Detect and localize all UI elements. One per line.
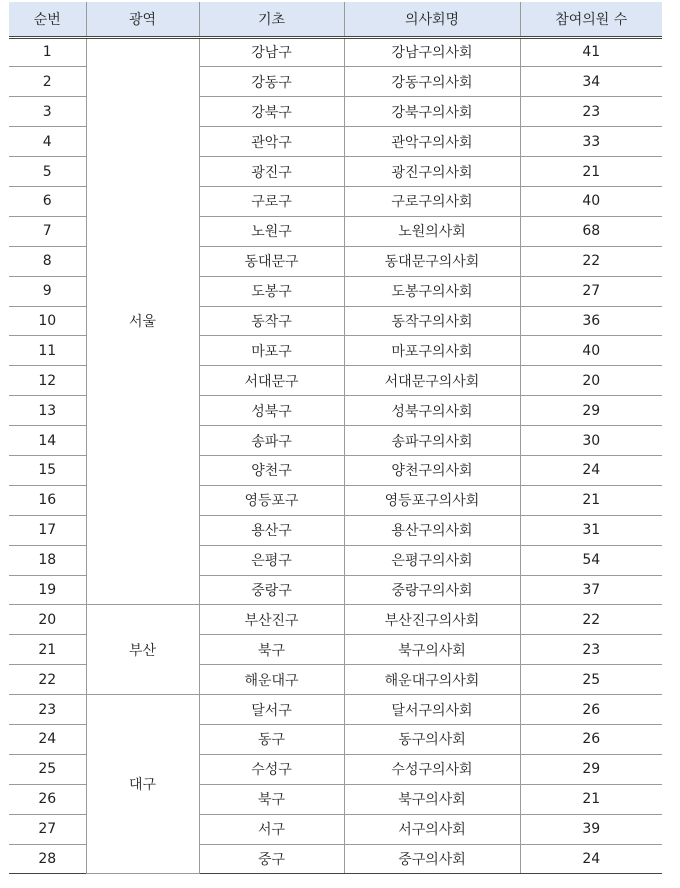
participant-count: 22 [520,605,662,635]
association-cell: 부산진구의사회 [344,605,520,635]
participant-count: 23 [520,635,662,665]
row-number: 9 [9,276,86,306]
association-cell: 송파구의사회 [344,426,520,456]
participant-count: 23 [520,97,662,127]
header-district: 기초 [199,2,344,37]
district-cell: 동구 [199,724,344,754]
district-cell: 달서구 [199,695,344,725]
row-number: 22 [9,665,86,695]
row-number: 4 [9,127,86,157]
participant-count: 40 [520,336,662,366]
participant-count: 39 [520,814,662,844]
row-number: 14 [9,426,86,456]
district-cell: 마포구 [199,336,344,366]
association-cell: 양천구의사회 [344,455,520,485]
row-number: 23 [9,695,86,725]
participant-count: 33 [520,127,662,157]
district-cell: 강동구 [199,67,344,97]
participant-count: 29 [520,754,662,784]
participant-count: 34 [520,67,662,97]
region-cell: 서울 [86,37,199,605]
district-cell: 북구 [199,784,344,814]
association-cell: 강남구의사회 [344,37,520,67]
clinic-participation-table [9,2,662,874]
region-cell: 부산 [86,605,199,695]
association-cell: 영등포구의사회 [344,485,520,515]
district-cell: 영등포구 [199,485,344,515]
district-cell: 동작구 [199,306,344,336]
association-cell: 강동구의사회 [344,67,520,97]
participant-count: 36 [520,306,662,336]
participant-count: 29 [520,396,662,426]
association-cell: 중구의사회 [344,844,520,874]
participant-count: 31 [520,515,662,545]
district-cell: 중구 [199,844,344,874]
table-body [9,37,662,874]
district-cell: 도봉구 [199,276,344,306]
association-cell: 구로구의사회 [344,186,520,216]
row-number: 16 [9,485,86,515]
row-number: 1 [9,37,86,67]
header-participants: 참여의원 수 [520,2,662,37]
association-cell: 달서구의사회 [344,695,520,725]
district-cell: 부산진구 [199,605,344,635]
row-number: 13 [9,396,86,426]
district-cell: 강북구 [199,97,344,127]
region-cell: 대구 [86,695,199,874]
participant-count: 27 [520,276,662,306]
row-number: 17 [9,515,86,545]
participant-count: 30 [520,426,662,456]
table-row [9,605,662,635]
district-cell: 수성구 [199,754,344,784]
association-cell: 성북구의사회 [344,396,520,426]
district-cell: 노원구 [199,216,344,246]
row-number: 25 [9,754,86,784]
row-number: 3 [9,97,86,127]
row-number: 2 [9,67,86,97]
row-number: 19 [9,575,86,605]
participant-count: 25 [520,665,662,695]
district-cell: 구로구 [199,186,344,216]
association-cell: 북구의사회 [344,635,520,665]
table-header-row [9,2,662,37]
district-cell: 은평구 [199,545,344,575]
row-number: 20 [9,605,86,635]
participant-count: 21 [520,157,662,187]
district-cell: 서대문구 [199,366,344,396]
header-association: 의사회명 [344,2,520,37]
table-row [9,37,662,67]
district-cell: 중랑구 [199,575,344,605]
association-cell: 동대문구의사회 [344,246,520,276]
association-cell: 수성구의사회 [344,754,520,784]
row-number: 5 [9,157,86,187]
district-cell: 서구 [199,814,344,844]
district-cell: 광진구 [199,157,344,187]
participant-count: 41 [520,37,662,67]
row-number: 8 [9,246,86,276]
table-row [9,695,662,725]
district-cell: 동대문구 [199,246,344,276]
row-number: 27 [9,814,86,844]
row-number: 11 [9,336,86,366]
participant-count: 21 [520,784,662,814]
district-cell: 관악구 [199,127,344,157]
district-cell: 강남구 [199,37,344,67]
participant-count: 54 [520,545,662,575]
association-cell: 노원의사회 [344,216,520,246]
district-cell: 용산구 [199,515,344,545]
participant-count: 68 [520,216,662,246]
participant-count: 20 [520,366,662,396]
participant-count: 40 [520,186,662,216]
association-cell: 서구의사회 [344,814,520,844]
association-cell: 마포구의사회 [344,336,520,366]
row-number: 21 [9,635,86,665]
participant-count: 22 [520,246,662,276]
district-cell: 양천구 [199,455,344,485]
district-cell: 송파구 [199,426,344,456]
association-cell: 도봉구의사회 [344,276,520,306]
row-number: 18 [9,545,86,575]
participant-count: 21 [520,485,662,515]
association-cell: 북구의사회 [344,784,520,814]
association-cell: 해운대구의사회 [344,665,520,695]
header-number: 순번 [9,2,86,37]
association-cell: 용산구의사회 [344,515,520,545]
association-cell: 동작구의사회 [344,306,520,336]
header-region: 광역 [86,2,199,37]
association-cell: 서대문구의사회 [344,366,520,396]
participant-count: 24 [520,844,662,874]
association-cell: 중랑구의사회 [344,575,520,605]
participant-count: 37 [520,575,662,605]
row-number: 24 [9,724,86,754]
district-cell: 성북구 [199,396,344,426]
row-number: 26 [9,784,86,814]
association-cell: 광진구의사회 [344,157,520,187]
participant-count: 26 [520,695,662,725]
row-number: 28 [9,844,86,874]
row-number: 15 [9,455,86,485]
district-cell: 해운대구 [199,665,344,695]
association-cell: 은평구의사회 [344,545,520,575]
row-number: 10 [9,306,86,336]
association-cell: 강북구의사회 [344,97,520,127]
row-number: 7 [9,216,86,246]
district-cell: 북구 [199,635,344,665]
participant-count: 26 [520,724,662,754]
participant-count: 24 [520,455,662,485]
row-number: 12 [9,366,86,396]
row-number: 6 [9,186,86,216]
association-cell: 관악구의사회 [344,127,520,157]
association-cell: 동구의사회 [344,724,520,754]
